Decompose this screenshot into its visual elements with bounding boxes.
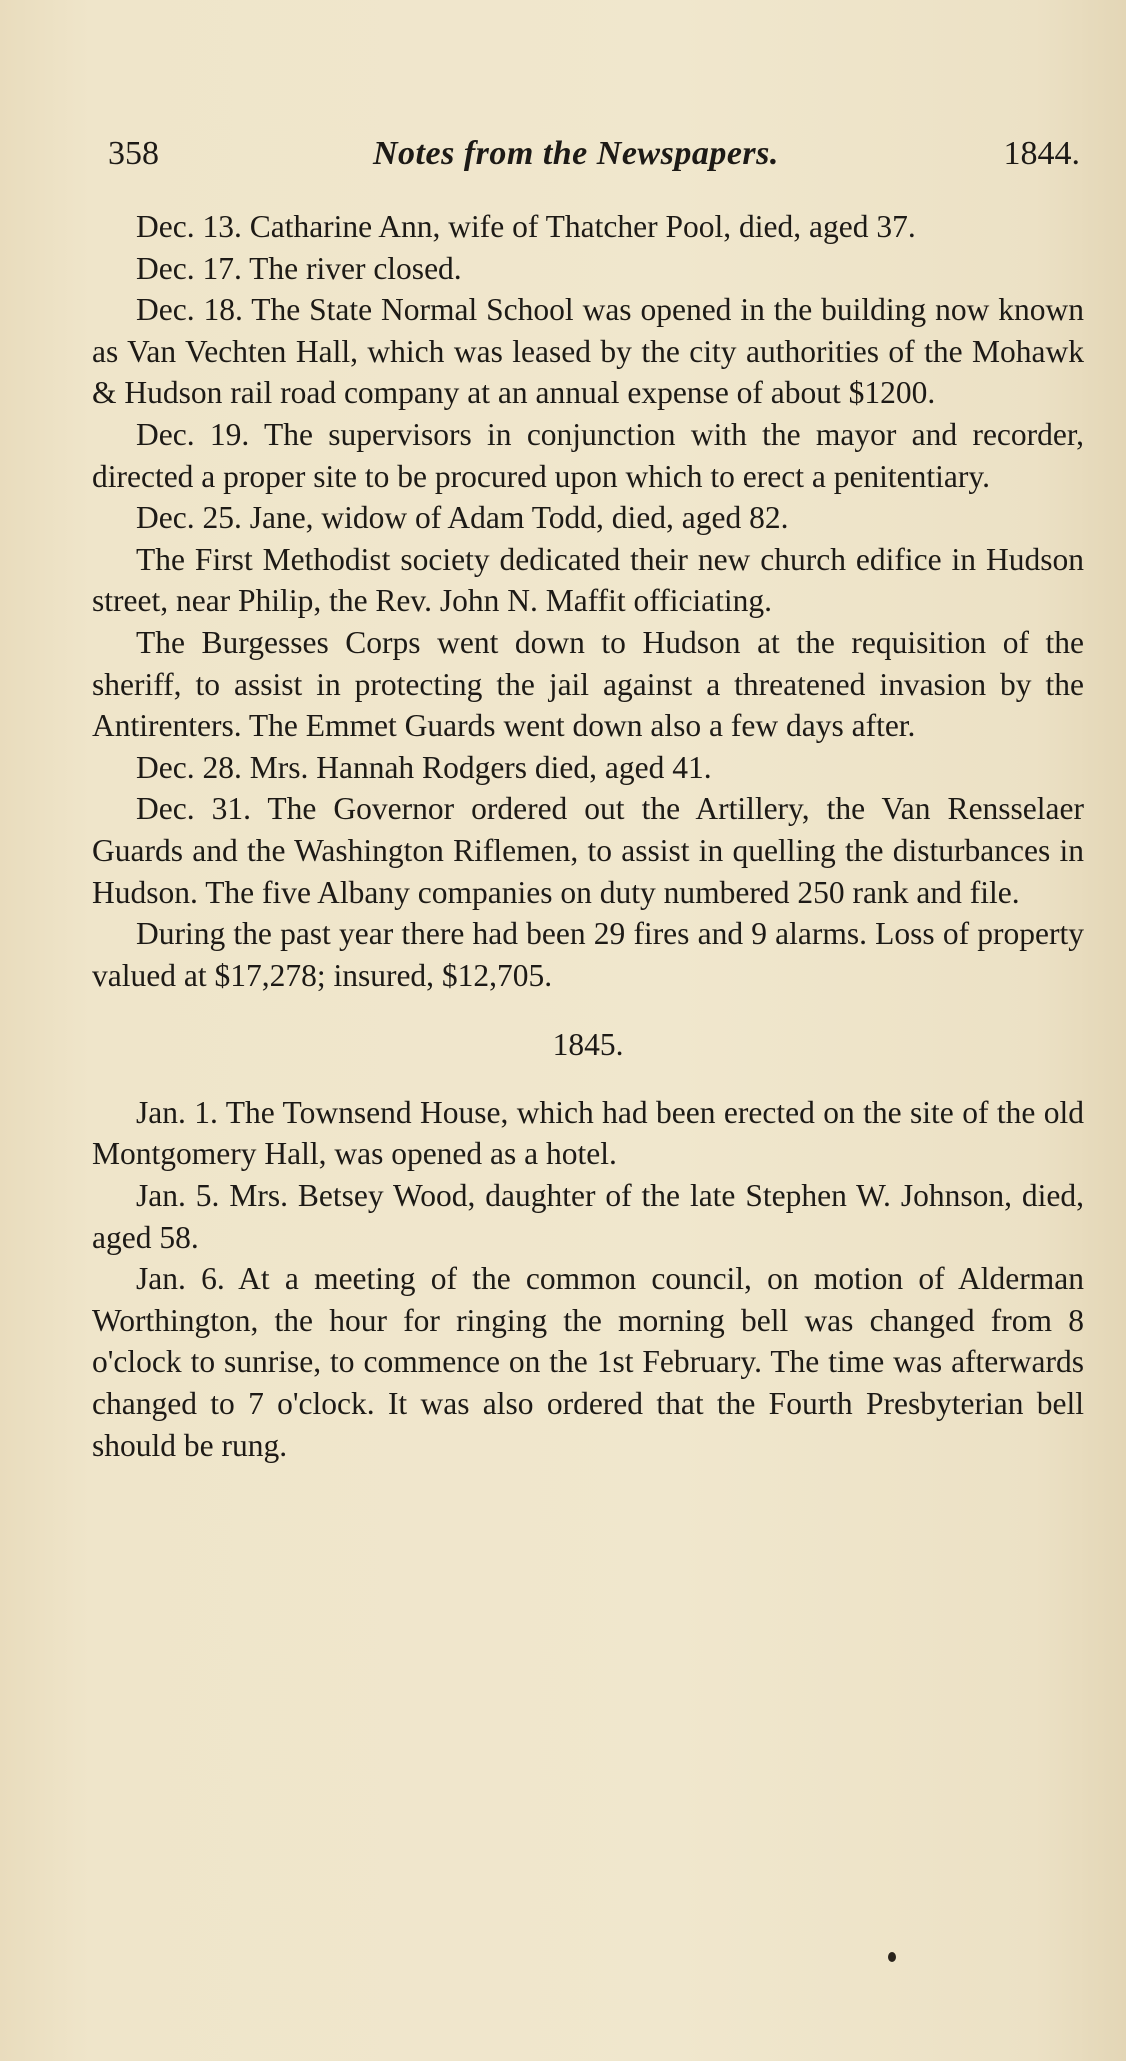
entry-year-summary: During the past year there had been 29 fires and 9 alarms. Loss of property valued at $17,278; insured, $12,705. xyxy=(92,916,1084,993)
entry-dec-17: Dec. 17. The river closed. xyxy=(136,250,462,286)
entry-methodist-society: The First Methodist society dedicated their new church edifice in Hudson street, near Philip, the Rev. John N. Maffit officiating. xyxy=(92,541,1084,619)
header-year: 1844. xyxy=(1003,135,1080,172)
entry-burgesses-corps: The Burgesses Corps went down to Hudson at the requisition of the sheriff, to assist in protecting the jail against a threatened invasion by the Antirenters. The Emmet Guards went down also a few days after. xyxy=(92,624,1084,744)
ink-speck xyxy=(888,1952,896,1962)
page-body xyxy=(92,206,1084,1466)
year-heading: 1845. xyxy=(552,1027,624,1063)
entry-dec-31: Dec. 31. The Governor ordered out the Artillery, the Van Rensselaer Guards and the Washington Riflemen, to assist in quelling the disturbances in Hudson. The five Albany companies on duty numbered 250 rank and file. xyxy=(92,791,1084,910)
entry-jan-1: Jan. 1. The Townsend House, which had been erected on the site of the old Montgomery Hall, was opened as a hotel. xyxy=(92,1094,1084,1172)
entry-jan-6: Jan. 6. At a meeting of the common council, on motion of Alderman Worthington, the hour for ringing the morning bell was changed from 8 o'clock to sunrise, to commence on the 1st February. The time was afterwards changed to 7 o'clock. It was also ordered that the Fourth Presbyterian bell should be rung. xyxy=(92,1261,1084,1463)
running-title: Notes from the Newspapers. xyxy=(373,135,779,172)
entry-dec-13: Dec. 13. Catharine Ann, wife of Thatcher Pool, died, aged 37. xyxy=(136,209,916,244)
entry-dec-18: Dec. 18. The State Normal School was opened in the building now known as Van Vechten Hall, which was leased by the city authorities of the Mohawk & Hudson rail road company at an annual expense of about $1200. xyxy=(92,292,1084,411)
entry-dec-28: Dec. 28. Mrs. Hannah Rodgers died, aged 41. xyxy=(136,749,712,785)
page-number: 358 xyxy=(108,135,159,172)
running-header xyxy=(108,135,1080,183)
entry-dec-19: Dec. 19. The supervisors in conjunction with the mayor and recorder, directed a proper site to be procured upon which to erect a penitentiary. xyxy=(92,416,1084,494)
entry-dec-25: Dec. 25. Jane, widow of Adam Todd, died, aged 82. xyxy=(136,500,789,536)
entry-jan-5: Jan. 5. Mrs. Betsey Wood, daughter of the late Stephen W. Johnson, died, aged 58. xyxy=(92,1178,1084,1255)
